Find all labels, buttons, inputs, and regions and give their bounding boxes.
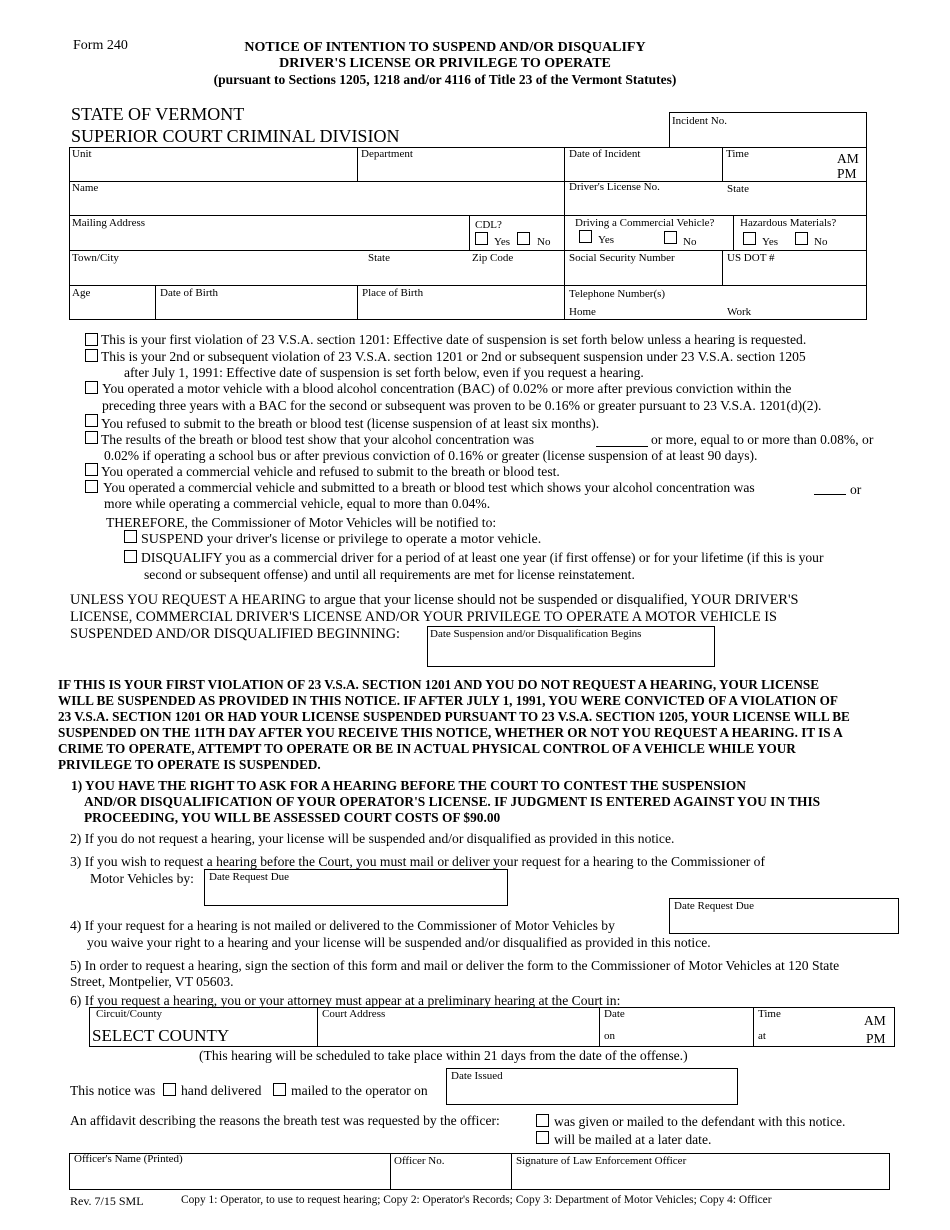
warning-line: 23 V.S.A. SECTION 1201 OR HAD YOUR LICENSE SUSPENDED PURSUANT TO 23 V.S.A. SECTION 1205, YOUR LICENSE WILL BE <box>58 709 850 724</box>
hearing-am[interactable]: AM <box>864 1013 886 1028</box>
date-of-incident-field[interactable] <box>565 160 720 180</box>
hand-delivered-label: hand delivered <box>181 1083 262 1098</box>
officer-no-label: Officer No. <box>394 1155 445 1167</box>
court-heading: SUPERIOR COURT CRIMINAL DIVISION <box>71 126 400 146</box>
warning-block <box>58 677 850 773</box>
date-of-incident-label: Date of Incident <box>569 148 641 160</box>
title-line-1: NOTICE OF INTENTION TO SUSPEND AND/OR DISQUALIFY <box>244 40 646 55</box>
warning-line: SUSPENDED ON THE 11TH DAY AFTER YOU RECEIVE THIS NOTICE, WHETHER OR NOT YOU REQUEST A HEARING. IT IS A <box>58 725 843 740</box>
affidavit-given-checkbox[interactable] <box>536 1114 549 1127</box>
zip-code-label: Zip Code <box>472 252 514 264</box>
violation-4-text: You refused to submit to the breath or blood test (license suspension of at least six months). <box>101 416 600 431</box>
violation-3-checkbox[interactable] <box>85 381 98 394</box>
drivers-license-label: Driver's License No. <box>569 181 660 193</box>
hazardous-no-label: No <box>814 236 828 248</box>
home-phone-label: Home <box>569 306 596 318</box>
dob-label: Date of Birth <box>160 287 219 299</box>
mailing-address-field[interactable] <box>70 230 466 249</box>
cdl-yes-checkbox[interactable] <box>475 232 488 245</box>
affidavit-text: An affidavit describing the reasons the breath test was requested by the officer: <box>70 1113 500 1128</box>
department-label: Department <box>361 148 413 160</box>
suspend-checkbox[interactable] <box>124 530 137 543</box>
name-label: Name <box>72 182 99 194</box>
therefore-text: THEREFORE, the Commissioner of Motor Vehicles will be notified to: <box>106 515 497 530</box>
officer-signature-field[interactable] <box>513 1167 888 1188</box>
mailing-address-label: Mailing Address <box>72 217 146 229</box>
form-title <box>0 40 890 88</box>
cdl-label: CDL? <box>475 219 502 231</box>
violation-3-line-2: preceding three years with a BAC for the second or subsequent was proven to be 0.16% or greater pursuant to 23 V.S.A. 1201(d)(2). <box>102 398 822 413</box>
hearing-time-label: Time <box>758 1008 781 1020</box>
notice-was-text: This notice was <box>70 1083 156 1098</box>
disqualify-line-1: DISQUALIFY you as a commercial driver for a period of at least one year (if first offense) or for your lifetime (if this is your <box>141 550 824 565</box>
copy-distribution: Copy 1: Operator, to use to request hearing; Copy 2: Operator's Records; Copy 3: Department of Motor Vehicles; Copy 4: Officer <box>181 1194 772 1206</box>
name-field[interactable] <box>70 195 562 214</box>
place-of-birth-field[interactable] <box>358 300 562 319</box>
disqualify-checkbox[interactable] <box>124 550 137 563</box>
cdl-yes-label: Yes <box>494 236 511 248</box>
town-city-label: Town/City <box>72 252 119 264</box>
right-1-line-1: 1) YOU HAVE THE RIGHT TO ASK FOR A HEARING BEFORE THE COURT TO CONTEST THE SUSPENSION <box>71 778 746 793</box>
time-label: Time <box>726 148 749 160</box>
suspension-begins-date-field[interactable]: Date Suspension and/or Disqualification Begins <box>427 626 715 667</box>
hearing-date-field[interactable] <box>620 1022 750 1044</box>
commercial-yes-checkbox[interactable] <box>579 230 592 243</box>
violation-2-checkbox[interactable] <box>85 349 98 362</box>
violation-5-line-1: The results of the breath or blood test show that your alcohol concentration was <box>101 432 534 447</box>
department-field[interactable] <box>358 160 562 180</box>
right-1-line-2: AND/OR DISQUALIFICATION OF YOUR OPERATOR'S LICENSE. IF JUDGMENT IS ENTERED AGAINST YOU IN THIS <box>84 794 821 809</box>
us-dot-label: US DOT # <box>727 252 775 264</box>
time-pm[interactable]: PM <box>837 166 857 181</box>
disqualify-line-2: second or subsequent offense) and until all requirements are met for license reinstatement. <box>144 567 635 582</box>
violation-6-text: You operated a commercial vehicle and refused to submit to the breath or blood test. <box>101 464 560 479</box>
ssn-label: Social Security Number <box>569 252 675 264</box>
commercial-vehicle-label: Driving a Commercial Vehicle? <box>575 217 715 229</box>
alcohol-concentration-blank[interactable] <box>596 446 648 447</box>
ssn-field[interactable] <box>565 265 720 284</box>
right-4-line-2: you waive your right to a hearing and your license will be suspended and/or disqualified as provided in this notice. <box>87 935 711 950</box>
right-4-line-1: 4) If your request for a hearing is not mailed or delivered to the Commissioner of Motor Vehicles by <box>70 918 615 933</box>
violation-4-checkbox[interactable] <box>85 414 98 427</box>
unless-line-1: UNLESS YOU REQUEST A HEARING to argue that your license should not be suspended or disqualified, YOUR DRIVER'S <box>70 592 799 608</box>
warning-line: CRIME TO OPERATE, ATTEMPT TO OPERATE OR BE IN ACTUAL PHYSICAL CONTROL OF A VEHICLE WHILE YOUR <box>58 741 796 756</box>
request-due-date-field-2[interactable]: Date Request Due <box>669 898 899 934</box>
commercial-no-label: No <box>683 236 697 248</box>
drivers-license-field[interactable] <box>565 195 720 214</box>
form-number: Form 240 <box>73 38 128 53</box>
right-6: 6) If you request a hearing, you or your attorney must appear at a preliminary hearing at the Court in: <box>70 993 621 1008</box>
incident-no-field[interactable]: Incident No. <box>669 112 867 148</box>
right-3-line-2: Motor Vehicles by: <box>90 871 194 886</box>
unit-label: Unit <box>72 148 92 160</box>
affidavit-later-label: will be mailed at a later date. <box>554 1132 712 1147</box>
request-due-date-field[interactable]: Date Request Due <box>204 869 508 906</box>
date-issued-field[interactable]: Date Issued <box>446 1068 738 1105</box>
hazardous-yes-checkbox[interactable] <box>743 232 756 245</box>
right-1-line-3: PROCEEDING, YOU WILL BE ASSESSED COURT COSTS OF $90.00 <box>84 810 501 825</box>
circuit-county-label: Circuit/County <box>96 1008 162 1020</box>
hearing-pm[interactable]: PM <box>866 1031 886 1046</box>
hand-delivered-checkbox[interactable] <box>163 1083 176 1096</box>
telephone-label: Telephone Number(s) <box>569 288 666 300</box>
town-city-field[interactable] <box>70 265 360 284</box>
violation-1-checkbox[interactable] <box>85 333 98 346</box>
violation-6-checkbox[interactable] <box>85 463 98 476</box>
hearing-date-label: Date <box>604 1008 625 1020</box>
affidavit-given-label: was given or mailed to the defendant with this notice. <box>554 1114 846 1129</box>
right-2: 2) If you do not request a hearing, your license will be suspended and/or disqualified as provided in this notice. <box>70 831 675 846</box>
officer-signature-label: Signature of Law Enforcement Officer <box>516 1155 687 1167</box>
hearing-note: (This hearing will be scheduled to take place within 21 days from the date of the offense.) <box>199 1048 688 1063</box>
unit-field[interactable] <box>70 160 355 180</box>
county-select[interactable]: SELECT COUNTY <box>92 1026 230 1045</box>
warning-line: WILL BE SUSPENDED AS PROVIDED IN THIS NOTICE. IF AFTER JULY 1, 1991, YOU WERE CONVICTED OF A VIOLATION OF <box>58 693 838 708</box>
violation-5-line-1-tail: or more, equal to or more than 0.08%, or <box>651 432 874 447</box>
officer-no-field[interactable] <box>392 1167 509 1188</box>
dob-field[interactable] <box>156 300 356 319</box>
mailed-checkbox[interactable] <box>273 1083 286 1096</box>
unless-line-2: LICENSE, COMMERCIAL DRIVER'S LICENSE AND/OR YOUR PRIVILEGE TO OPERATE A MOTOR VEHICLE IS <box>70 609 777 625</box>
warning-line: IF THIS IS YOUR FIRST VIOLATION OF 23 V.S.A. SECTION 1201 AND YOU DO NOT REQUEST A HEARING, YOUR LICENSE <box>58 677 820 692</box>
hazardous-yes-label: Yes <box>762 236 779 248</box>
commercial-no-checkbox[interactable] <box>664 231 677 244</box>
cdl-no-label: No <box>537 236 551 248</box>
address-state-label: State <box>368 252 390 264</box>
violation-5-checkbox[interactable] <box>85 431 98 444</box>
title-line-2: DRIVER'S LICENSE OR PRIVILEGE TO OPERATE <box>279 56 611 71</box>
cdl-no-checkbox[interactable] <box>517 232 530 245</box>
violation-2-line-1: This is your 2nd or subsequent violation of 23 V.S.A. section 1201 or 2nd or subsequent suspension under 23 V.S.A. section 1205 <box>101 349 806 364</box>
officer-name-field[interactable] <box>71 1167 388 1188</box>
warning-line: PRIVILEGE TO OPERATE IS SUSPENDED. <box>58 757 321 772</box>
work-phone-label: Work <box>727 306 752 318</box>
suspend-text: SUSPEND your driver's license or privilege to operate a motor vehicle. <box>141 532 542 547</box>
right-5-line-1: 5) In order to request a hearing, sign the section of this form and mail or deliver the form to the Commissioner of Motor Vehicles at 120 State <box>70 958 840 973</box>
right-3-line-1: 3) If you wish to request a hearing before the Court, you must mail or deliver your request for a hearing to the Commissioner of <box>70 854 765 869</box>
age-label: Age <box>72 287 91 299</box>
us-dot-field[interactable] <box>723 265 865 284</box>
affidavit-later-checkbox[interactable] <box>536 1131 549 1144</box>
commercial-concentration-blank[interactable] <box>814 494 846 495</box>
right-5-line-2: Street, Montpelier, VT 05603. <box>70 974 234 989</box>
right-1 <box>71 778 820 826</box>
hazardous-no-checkbox[interactable] <box>795 232 808 245</box>
mailed-label: mailed to the operator on <box>291 1083 428 1098</box>
court-address-field[interactable] <box>319 1022 597 1044</box>
hearing-on-label: on <box>604 1030 615 1042</box>
violation-7-line-1: You operated a commercial vehicle and submitted to a breath or blood test which shows your alcohol concentration was <box>103 480 755 495</box>
violation-7-line-2: more while operating a commercial vehicle, equal to more than 0.04%. <box>104 496 491 511</box>
age-field[interactable] <box>70 300 154 319</box>
hearing-at-label: at <box>758 1030 766 1042</box>
violation-3-line-1: You operated a motor vehicle with a blood alcohol concentration (BAC) of 0.02% or more after previous conviction within the <box>102 381 792 396</box>
license-state-label: State <box>727 183 749 195</box>
time-am[interactable]: AM <box>837 151 859 166</box>
court-address-label: Court Address <box>322 1008 386 1020</box>
violation-2-line-2: after July 1, 1991: Effective date of suspension is set forth below, even if you request a hearing. <box>124 365 644 380</box>
violation-1-text: This is your first violation of 23 V.S.A. section 1201: Effective date of suspension is set forth below unless a hearing is requested. <box>101 332 807 347</box>
place-of-birth-label: Place of Birth <box>362 287 424 299</box>
state-heading: STATE OF VERMONT <box>71 104 245 124</box>
title-line-3: (pursuant to Sections 1205, 1218 and/or 4116 of Title 23 of the Vermont Statutes) <box>213 72 677 87</box>
unless-line-3: SUSPENDED AND/OR DISQUALIFIED BEGINNING: <box>70 626 401 642</box>
revision: Rev. 7/15 SML <box>70 1194 144 1208</box>
officer-name-label: Officer's Name (Printed) <box>74 1153 183 1165</box>
violation-7-checkbox[interactable] <box>85 480 98 493</box>
violation-5-line-2: 0.02% if operating a school bus or after previous conviction of 0.16% or greater (license suspension of at least 90 days). <box>104 448 758 463</box>
hazardous-label: Hazardous Materials? <box>740 217 837 229</box>
violation-7-line-1-tail: or <box>850 482 862 497</box>
commercial-yes-label: Yes <box>598 234 615 246</box>
